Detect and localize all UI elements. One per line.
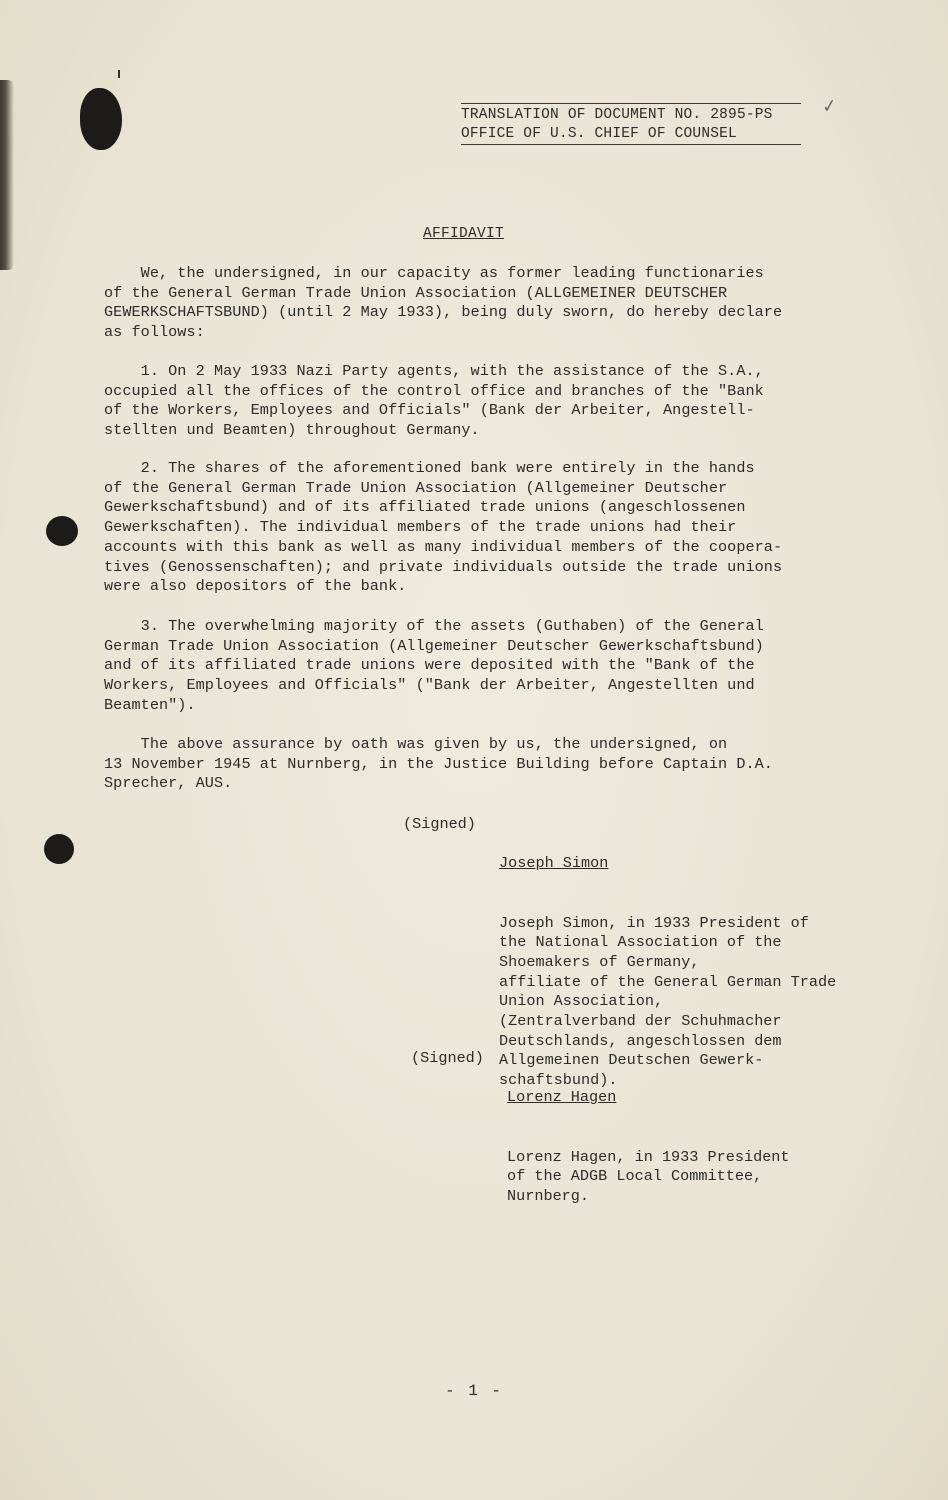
- closing-paragraph: The above assurance by oath was given by us, the undersigned, on 13 November 1945 at Nurnberg, in the Justice Building before Captain D.A. Sprecher, AUS.: [104, 735, 773, 793]
- punch-hole-bottom: [44, 834, 74, 864]
- page-number: - 1 -: [444, 1382, 503, 1400]
- document-title: AFFIDAVIT: [423, 226, 505, 242]
- signature-description-simon: Joseph Simon, in 1933 President of the National Association of the Shoemakers of Germany, affiliate of the General German Trade Union Association, (Zentralverband der Schuhmacher Deutschlands, angeschlossen dem Allgemeinen Deutschen Gewerk- schaftsbund).: [499, 913, 837, 1090]
- document-header: [461, 106, 773, 144]
- paragraph-3: 3. The overwhelming majority of the assets (Guthaben) of the General German Trade Union Association (Allgemeiner Deutscher Gewerkschaftsbund) and of its affiliated trade unions were deposited with the "Bank of the Workers, Employees and Officials" ("Bank der Arbeiter, Angestellten und Beamten").: [104, 617, 764, 714]
- checkmark-icon: ✓: [820, 95, 839, 118]
- margin-mark: [118, 70, 120, 78]
- punch-hole-middle: [46, 516, 78, 546]
- intro-paragraph: We, the undersigned, in our capacity as former leading functionaries of the General German Trade Union Association (ALLGEMEINER DEUTSCHER GEWERKSCHAFTSBUND) (until 2 May 1933), being duly sworn, do hereby declare as follows:: [104, 264, 783, 342]
- page-edge-shadow: [0, 80, 14, 270]
- signature-description-hagen: Lorenz Hagen, in 1933 President of the ADGB Local Committee, Nurnberg.: [507, 1147, 790, 1205]
- header-line-translation: TRANSLATION OF DOCUMENT NO. 2895-PS: [461, 107, 773, 123]
- signed-label-1: (Signed): [403, 815, 476, 833]
- header-rule-top: [461, 103, 801, 104]
- signature-block-hagen: [507, 1049, 790, 1246]
- signed-label-2: (Signed): [411, 1049, 484, 1067]
- paragraph-1: 1. On 2 May 1933 Nazi Party agents, with the assistance of the S.A., occupied all the offices of the control office and branches of the "Bank of the Workers, Employees and Officials" (Bank der Arbeiter, Angestell- stellten und Beamten) throughout Germany.: [104, 362, 764, 440]
- punch-hole-top: [80, 88, 122, 150]
- paragraph-2: 2. The shares of the aforementioned bank were entirely in the hands of the General German Trade Union Association (Allgemeiner Deutscher Gewerkschaftsbund) and of its affiliated trade unions (angeschlossenen Gewerkschaften). The individual members of the trade unions had their accounts with this bank as well as many individual members of the coopera- tives (Genossenschaften); and private individuals outside the trade unions were also depositors of the bank.: [104, 459, 783, 596]
- header-rule-bottom: [461, 144, 801, 145]
- signature-name-simon: Joseph Simon: [499, 854, 609, 873]
- signature-name-hagen: Lorenz Hagen: [507, 1088, 617, 1107]
- header-line-office: OFFICE OF U.S. CHIEF OF COUNSEL: [461, 126, 737, 142]
